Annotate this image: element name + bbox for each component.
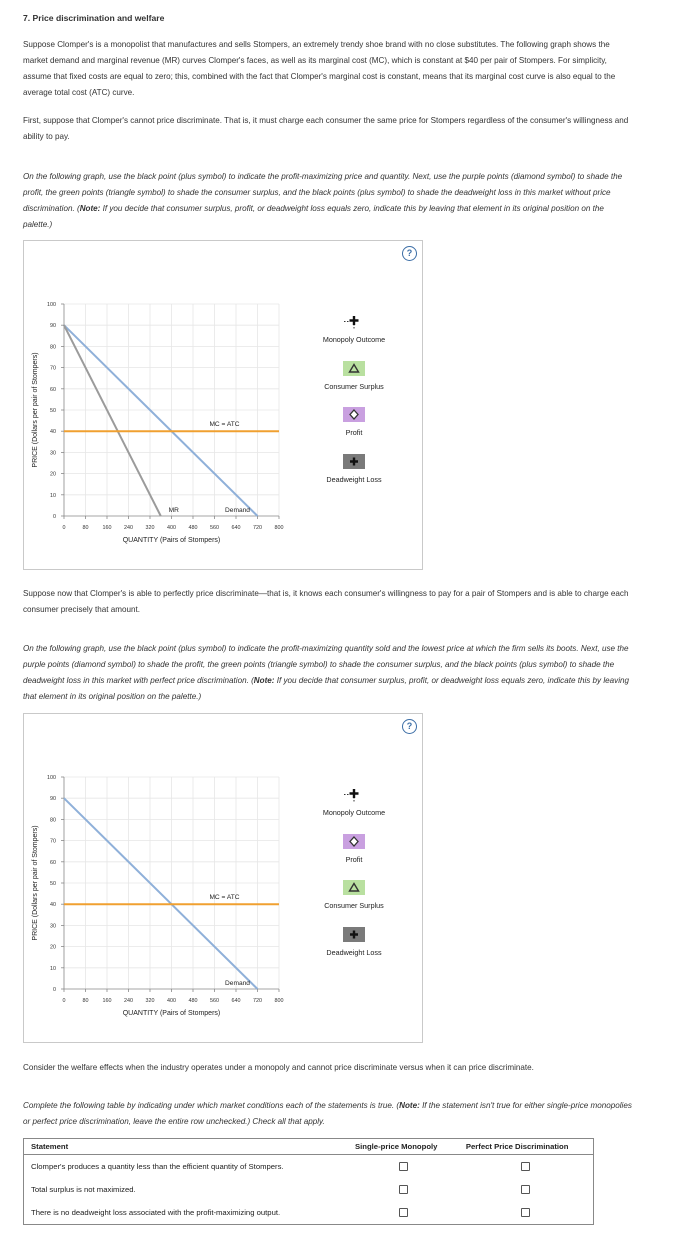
x-tick-label: 160	[102, 998, 112, 1004]
part1-note-text: If you decide that consumer surplus, profit, or deadweight loss equals zero, indicate this by leaving that element in its original position on the palette.)	[23, 204, 604, 229]
demand-curve-label: Demand	[225, 507, 250, 514]
perfect-pd-checkbox[interactable]	[521, 1208, 530, 1217]
y-tick-label: 40	[50, 902, 56, 909]
palette-item[interactable]	[299, 454, 409, 484]
part1-instr-text: On the following graph, use the black point (plus symbol) to indicate the profit-maximizing price and quantity. Next, use the purple points (diamond symbol) to shade the profit, the green points (triangle symbol) to shade the consumer surplus, and the black points (plus symbol) to shade the deadweight loss in this market without price discrimination.	[23, 172, 623, 213]
header-single-price: Single-price Monopoly	[348, 1139, 459, 1155]
y-axis-label: PRICE (Dollars per pair of Stompers)	[32, 825, 39, 941]
palette-item[interactable]	[299, 361, 409, 391]
y-tick-label: 70	[50, 838, 56, 845]
y-tick-label: 10	[50, 492, 56, 499]
perfect-pd-checkbox[interactable]	[521, 1185, 530, 1194]
y-tick-label: 0	[53, 514, 56, 520]
help-icon[interactable]: ?	[402, 246, 417, 261]
x-tick-label: 400	[167, 998, 176, 1004]
x-tick-label: 400	[167, 525, 176, 531]
x-tick-label: 240	[124, 998, 133, 1004]
table-row	[24, 1201, 594, 1225]
x-tick-label: 320	[145, 525, 155, 531]
plus-icon[interactable]	[343, 314, 365, 329]
table-row	[24, 1155, 594, 1179]
table-instructions: Complete the following table by indicating under which market conditions each of the statements is true. (Note: If the statement isn't true for either single-price monopolies or perfect price discrimination, leave the entire row unchecked.) Check all that apply.	[23, 1101, 632, 1126]
y-tick-label: 30	[50, 923, 56, 930]
x-tick-label: 0	[62, 525, 66, 531]
y-tick-label: 50	[50, 408, 56, 414]
palette-label: Monopoly Outcome	[322, 808, 386, 817]
x-tick-label: 640	[231, 525, 241, 531]
x-tick-label: 720	[253, 998, 262, 1004]
x-tick-label: 160	[102, 525, 112, 531]
y-tick-label: 30	[50, 450, 56, 457]
palette-item[interactable]	[299, 787, 409, 817]
header-perfect-pd: Perfect Price Discrimination	[459, 1139, 594, 1155]
y-tick-label: 80	[50, 344, 56, 351]
part2-note-label: Note:	[253, 676, 275, 685]
plus-icon[interactable]	[343, 787, 365, 802]
intro-paragraph: Suppose Clomper's is a monopolist that manufactures and sells Stompers, an extremely trendy shoe brand with no close substitutes. The following graph shows the market demand and marginal revenue (MR) curves Clomper's faces, as well as its marginal cost (MC), which is constant at $40 per pair of Stompers. For simplicity, assume that fixed costs are equal to zero; this, combined with the fact that Clomper's marginal cost is constant, means that its marginal cost curve is also equal to the average total cost (ATC) curve.	[23, 40, 616, 97]
y-tick-label: 70	[50, 365, 56, 372]
triangle-icon[interactable]	[343, 361, 365, 376]
demand-curve-label: Demand	[225, 980, 250, 987]
diamond-icon[interactable]	[343, 834, 365, 849]
statement-text: Total surplus is not maximized.	[31, 1185, 136, 1194]
palette-label: Consumer Surplus	[324, 382, 384, 391]
y-tick-label: 60	[50, 386, 56, 393]
part2-instr-text: On the following graph, use the black point (plus symbol) to indicate the profit-maximizing quantity sold and the lowest price at which the firm sells its boots. Next, use the purple points (diamond symbol) to shade the profit, the green points (triangle symbol) to shade the consumer surplus, and the black points (plus symbol) to shade the deadweight loss in this market with perfect price discrimination.	[23, 644, 629, 685]
y-tick-label: 20	[50, 944, 56, 951]
y-tick-label: 0	[53, 987, 56, 993]
y-tick-label: 100	[47, 775, 56, 781]
x-tick-label: 80	[82, 525, 89, 531]
palette-item[interactable]	[299, 314, 409, 344]
y-axis-label: PRICE (Dollars per pair of Stompers)	[32, 352, 39, 468]
x-axis-label: QUANTITY (Pairs of Stompers)	[122, 537, 221, 544]
x-tick-label: 560	[210, 525, 219, 531]
table-header-row	[24, 1139, 594, 1155]
part1-paragraph: First, suppose that Clomper's cannot price discriminate. That is, it must charge each consumer the same price for Stompers regardless of the consumer's willingness and ability to pay.	[23, 116, 629, 141]
x-tick-label: 240	[124, 525, 133, 531]
palette-item[interactable]	[299, 834, 409, 864]
x-tick-label: 0	[62, 998, 66, 1004]
table-note-text: If the statement isn't true for either single-price monopolies or perfect price discrimination, leave the entire row unchecked.) Check all that apply.	[23, 1101, 632, 1126]
graph-1[interactable]	[24, 241, 422, 569]
x-tick-label: 480	[188, 998, 198, 1004]
statement-table	[23, 1138, 594, 1225]
y-tick-label: 100	[47, 302, 56, 308]
x-tick-label: 800	[274, 998, 284, 1004]
y-tick-label: 80	[50, 817, 56, 824]
diamond-icon[interactable]	[343, 407, 365, 422]
table-row	[24, 1178, 594, 1201]
single-price-checkbox[interactable]	[399, 1208, 408, 1217]
welfare-paragraph: Consider the welfare effects when the industry operates under a monopoly and cannot price discriminate versus when it can price discriminate.	[23, 1063, 534, 1072]
palette-label: Profit	[345, 855, 363, 864]
mr-curve-label: MR	[168, 507, 179, 514]
part2-instructions: On the following graph, use the black point (plus symbol) to indicate the profit-maximizing quantity sold and the lowest price at which the firm sells its boots. Next, use the purple points (diamond symbol) to shade the profit, the green points (triangle symbol) to shade the consumer surplus, and the black points (plus symbol) to shade the deadweight loss in this market with perfect price discrimination. (Note: If you decide that consumer surplus, profit, or deadweight loss equals zero, indicate this by leaving that element in its original position on the palette.)	[23, 644, 629, 701]
part2-note-text: If you decide that consumer surplus, profit, or deadweight loss equals zero, indicate this by leaving that element in its original position on the palette.)	[23, 676, 629, 701]
statement-text: Clomper's produces a quantity less than the efficient quantity of Stompers.	[31, 1162, 284, 1171]
x-tick-label: 320	[145, 998, 155, 1004]
x-axis-label: QUANTITY (Pairs of Stompers)	[122, 1010, 221, 1017]
page-title: 7. Price discrimination and welfare	[23, 13, 165, 23]
x-tick-label: 480	[188, 525, 198, 531]
graph-panel-1	[23, 240, 423, 570]
y-tick-label: 50	[50, 881, 56, 887]
palette-item[interactable]	[299, 407, 409, 437]
single-price-checkbox[interactable]	[399, 1162, 408, 1171]
triangle-icon[interactable]	[343, 880, 365, 895]
x-tick-label: 720	[253, 525, 262, 531]
y-tick-label: 10	[50, 965, 56, 972]
mc-atc-line-label: MC = ATC	[209, 894, 240, 902]
x-tick-label: 640	[231, 998, 241, 1004]
part2-paragraph: Suppose now that Clomper's is able to perfectly price discriminate—that is, it knows each consumer's willingness to pay for a pair of Stompers and is able to charge each consumer precisely that amount.	[23, 589, 629, 614]
table-note-label: Note:	[399, 1101, 420, 1110]
palette-label: Deadweight Loss	[326, 475, 382, 484]
y-tick-label: 20	[50, 471, 56, 478]
palette-label: Consumer Surplus	[324, 901, 384, 910]
plus-icon[interactable]	[343, 454, 365, 469]
palette-label: Profit	[345, 428, 363, 437]
table-instr-text: Complete the following table by indicating under which market conditions each of the statements is true.	[23, 1101, 395, 1110]
palette-label: Monopoly Outcome	[322, 335, 386, 344]
x-tick-label: 560	[210, 998, 219, 1004]
statement-text: There is no deadweight loss associated with the profit-maximizing output.	[31, 1208, 281, 1217]
part1-instructions: On the following graph, use the black point (plus symbol) to indicate the profit-maximizing price and quantity. Next, use the purple points (diamond symbol) to shade the profit, the green points (triangle symbol) to shade the consumer surplus, and the black points (plus symbol) to shade the deadweight loss in this market without price discrimination. (Note: If you decide that consumer surplus, profit, or deadweight loss equals zero, indicate this by leaving that element in its original position on the palette.)	[23, 172, 623, 229]
palette-item[interactable]	[299, 927, 409, 957]
single-price-checkbox[interactable]	[399, 1185, 408, 1194]
part1-note-label: Note:	[79, 204, 101, 213]
palette-label: Deadweight Loss	[326, 948, 382, 957]
palette-item[interactable]	[299, 880, 409, 910]
header-statement: Statement	[24, 1139, 349, 1155]
plus-icon[interactable]	[343, 927, 365, 942]
y-tick-label: 40	[50, 429, 56, 436]
perfect-pd-checkbox[interactable]	[521, 1162, 530, 1171]
y-tick-label: 60	[50, 859, 56, 866]
mr-curve	[64, 325, 161, 516]
x-tick-label: 80	[82, 998, 89, 1004]
graph-2[interactable]	[24, 714, 422, 1042]
x-tick-label: 800	[274, 525, 284, 531]
y-tick-label: 90	[50, 323, 56, 330]
y-tick-label: 90	[50, 796, 56, 803]
help-icon[interactable]: ?	[402, 719, 417, 734]
graph-panel-2	[23, 713, 423, 1043]
mc-atc-line-label: MC = ATC	[209, 421, 240, 429]
